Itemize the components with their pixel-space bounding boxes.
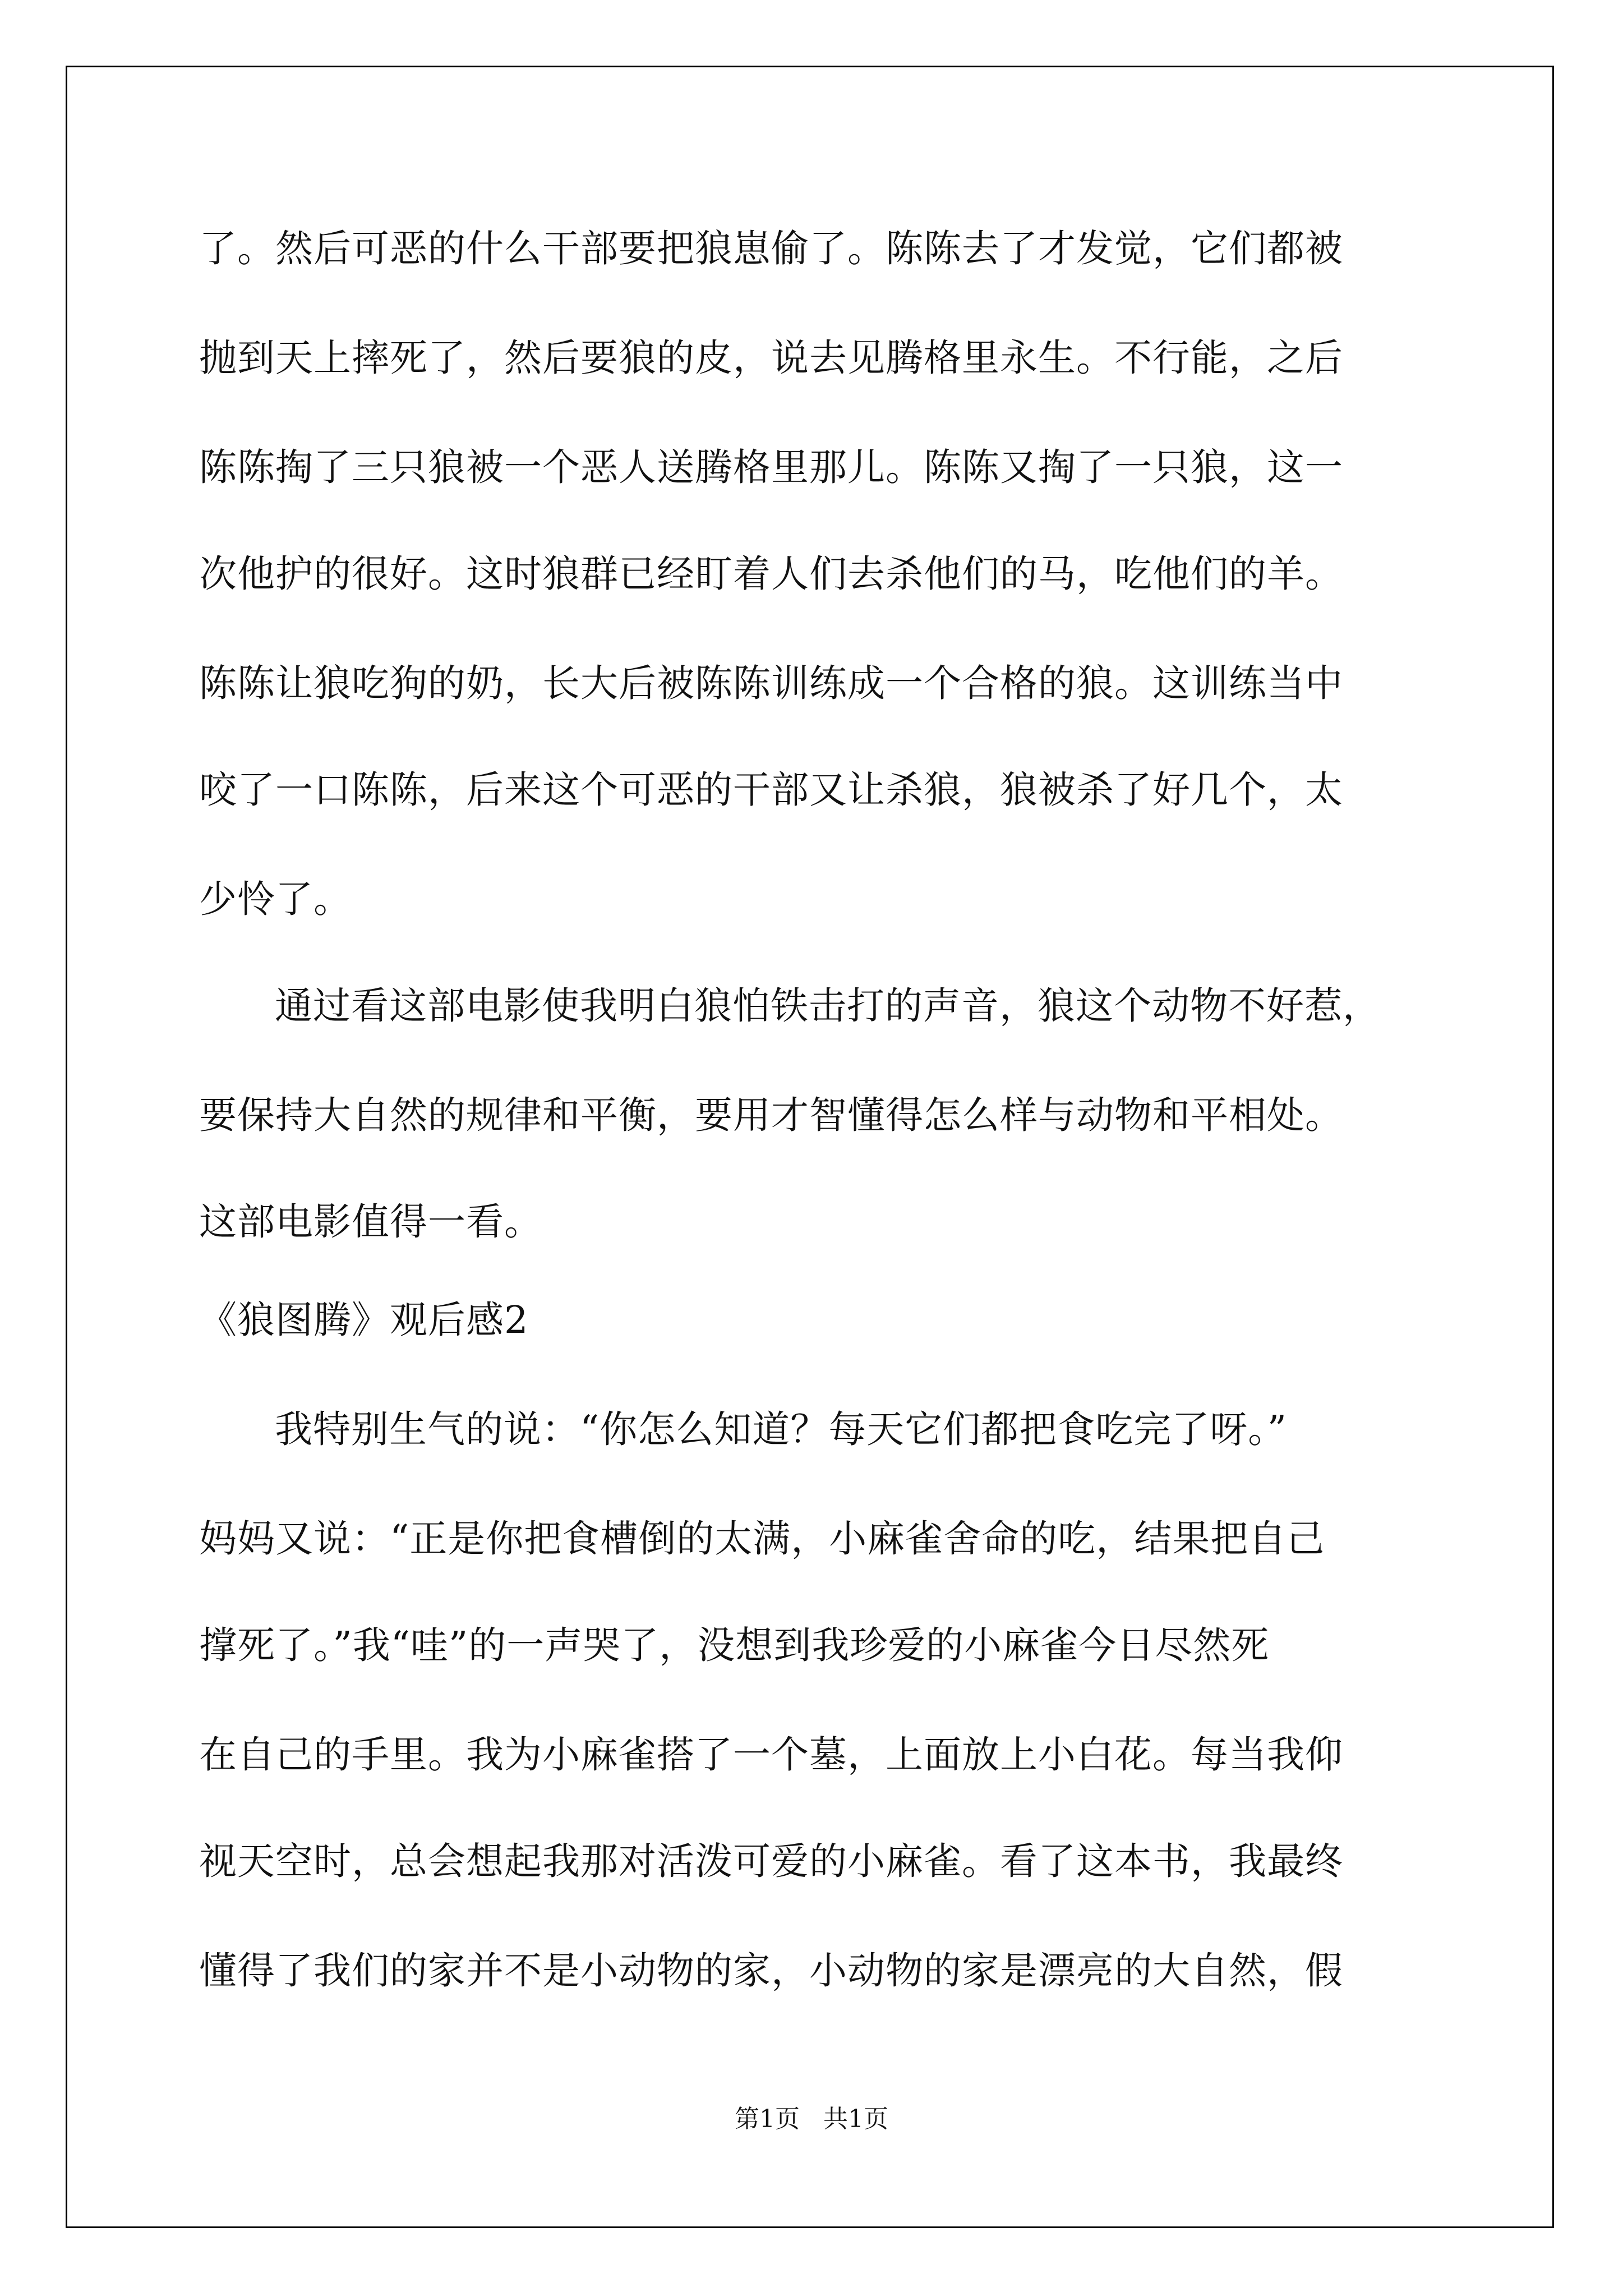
text-line: 妈妈又说：“正是你把食槽倒的太满，小麻雀舍命的吃，结果把自己 (199, 1517, 1325, 1561)
text-line: 咬了一口陈陈，后来这个可恶的干部又让杀狼，狼被杀了好几个，太 (199, 768, 1343, 812)
page-footer: 第1页 共1页 (735, 2105, 888, 2133)
text-line: 抛到天上摔死了，然后要狼的皮，说去见腾格里永生。不行能，之后 (199, 336, 1343, 380)
text-line: 陈陈掏了三只狼被一个恶人送腾格里那儿。陈陈又掏了一只狼，这一 (199, 445, 1343, 489)
text-line: 陈陈让狼吃狗的奶，长大后被陈陈训练成一个合格的狼。这训练当中 (199, 661, 1343, 705)
paragraph-start-line: 通过看这部电影使我明白狼怕铁击打的声音，狼这个动物不好惹， (275, 984, 1381, 1028)
page-border (66, 66, 1554, 2228)
text-line: 撑死了。”我“哇”的一声哭了，没想到我珍爱的小麻雀今日尽然死 (199, 1623, 1270, 1667)
text-line: 要保持大自然的规律和平衡，要用才智懂得怎么样与动物和平相处。 (199, 1093, 1343, 1137)
text-line: 少怜了。 (199, 877, 352, 921)
text-line: 次他护的很好。这时狼群已经盯着人们去杀他们的马，吃他们的羊。 (199, 552, 1343, 596)
section-heading: 《狼图腾》观后感2 (199, 1298, 529, 1342)
text-line: 懂得了我们的家并不是小动物的家，小动物的家是漂亮的大自然，假 (199, 1949, 1343, 1993)
text-line: 视天空时，总会想起我那对活泼可爱的小麻雀。看了这本书，我最终 (199, 1839, 1343, 1883)
text-line: 这部电影值得一看。 (199, 1200, 542, 1244)
paragraph-start-line: 我特别生气的说：“你怎么知道？每天它们都把食吃完了呀。” (275, 1407, 1288, 1451)
text-line: 在自己的手里。我为小麻雀搭了一个墓，上面放上小白花。每当我仰 (199, 1733, 1343, 1777)
text-line: 了。然后可恶的什么干部要把狼崽偷了。陈陈去了才发觉，它们都被 (199, 227, 1343, 270)
